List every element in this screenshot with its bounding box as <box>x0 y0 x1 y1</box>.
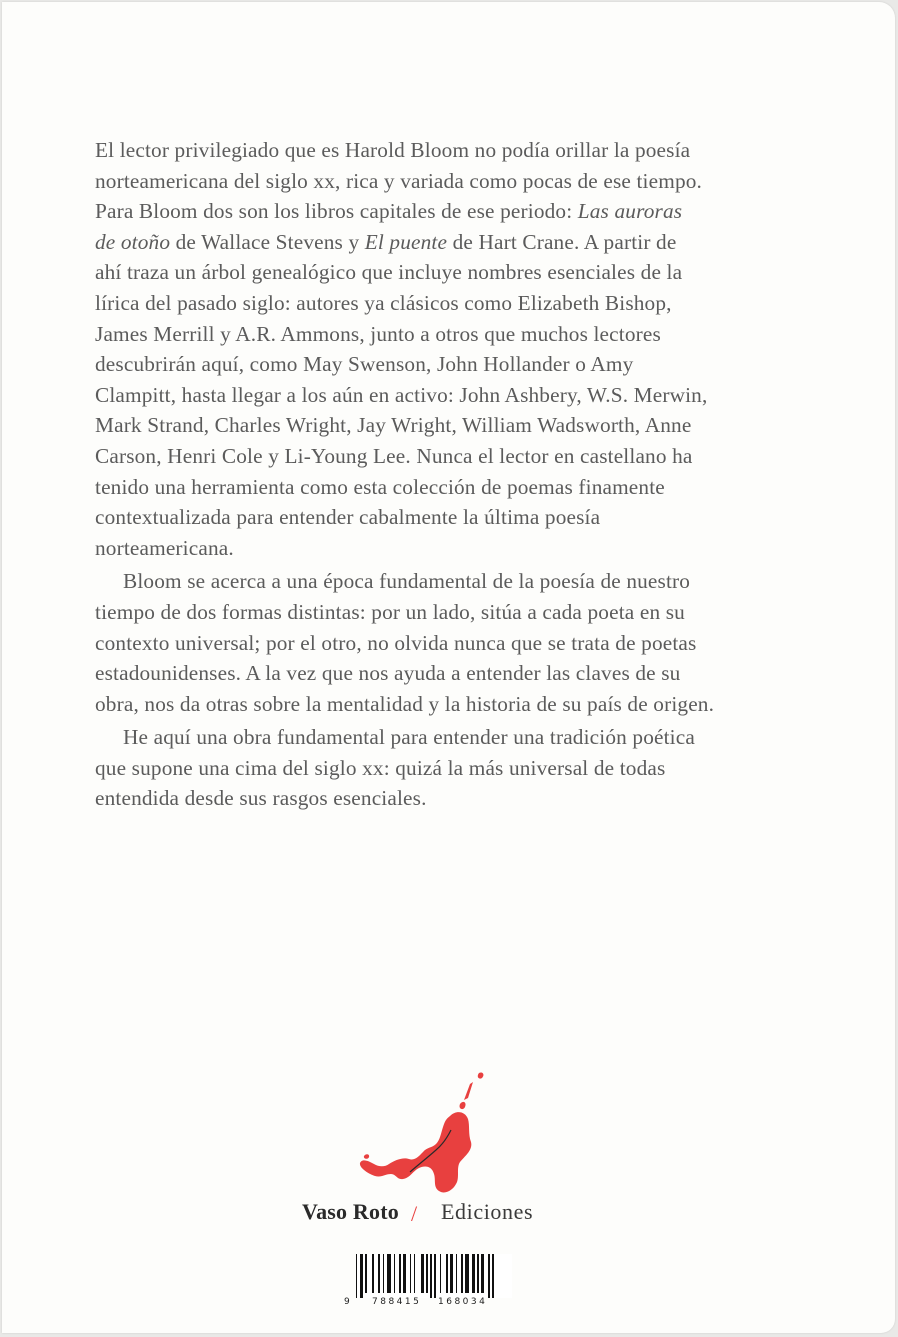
blurb-line <box>95 319 785 350</box>
blurb-text-run: norteamericana. <box>95 535 234 560</box>
barcode-bar <box>440 1254 441 1293</box>
logo-splash-shape <box>360 1072 484 1192</box>
blurb-line <box>95 257 785 288</box>
blurb-line <box>95 196 785 227</box>
blurb-line <box>95 502 785 533</box>
blurb-line <box>95 135 785 166</box>
blurb-text-run: Carson, Henri Cole y Li-Young Lee. Nunca el lector en castellano ha <box>95 443 693 468</box>
blurb-text-run: entendida desde sus rasgos esenciales. <box>95 786 427 811</box>
blurb-text-run: lírica del pasado siglo: autores ya clásicos como Elizabeth Bishop, <box>95 290 672 315</box>
barcode-bar <box>378 1254 381 1293</box>
blurb-text-run: contextualizada para entender cabalmente la última poesía <box>95 505 601 530</box>
isbn-barcode <box>342 1254 512 1312</box>
barcode-bar <box>461 1254 462 1293</box>
isbn-digits <box>342 1297 512 1309</box>
book-title-italic: El puente <box>364 229 448 254</box>
blurb-text-run: James Merrill y A.R. Ammons, junto a otros que muchos lectores <box>95 321 661 346</box>
blurb-line <box>95 166 785 197</box>
barcode-bar <box>356 1254 357 1298</box>
blurb-text-run: que supone una cima del siglo xx: quizá la más universal de todas <box>95 755 666 780</box>
blurb-line <box>95 753 785 784</box>
barcode-bar <box>383 1254 384 1293</box>
blurb-text-run: contexto universal; por el otro, no olvida nunca que se trata de poetas <box>95 630 697 655</box>
blurb-text-run: de Hart Crane. A partir de <box>447 229 677 254</box>
blurb-line <box>95 628 785 659</box>
barcode-bar <box>421 1254 424 1293</box>
book-back-cover <box>2 2 895 1333</box>
isbn-digit-right: 168034 <box>438 1297 488 1307</box>
barcode-bar <box>372 1254 373 1293</box>
blurb-text-run: tenido una herramienta como esta colección de poemas finamente <box>95 474 665 499</box>
book-title-italic: de otoño <box>95 229 171 254</box>
barcode-bar <box>450 1254 453 1293</box>
blurb-text-run: Mark Strand, Charles Wright, Jay Wright, William Wadsworth, Anne <box>95 413 692 438</box>
barcode-bar <box>488 1254 489 1298</box>
barcode-bar <box>456 1254 457 1293</box>
isbn-digit-left: 788415 <box>372 1297 422 1307</box>
barcode-bar <box>387 1254 391 1293</box>
blurb-line <box>95 288 785 319</box>
blurb-text-run: obra, nos da otras sobre la mentalidad y la historia de su país de origen. <box>95 691 715 716</box>
blurb-line <box>95 689 785 720</box>
blurb-line <box>95 658 785 689</box>
barcode-bar <box>481 1254 484 1293</box>
blurb-text-run: Clampitt, hasta llegar a los aún en activo: John Ashbery, W.S. Merwin, <box>95 382 708 407</box>
blurb-line <box>95 566 785 597</box>
blurb-line <box>95 227 785 258</box>
barcode-bar <box>477 1254 478 1293</box>
blurb-line <box>95 597 785 628</box>
blurb-line <box>95 783 785 814</box>
blurb-line <box>95 349 785 380</box>
barcode-bar <box>426 1254 427 1293</box>
barcode-bar <box>446 1254 447 1293</box>
blurb-paragraph <box>95 135 785 563</box>
blurb-text-run: estadounidenses. A la vez que nos ayuda a entender las claves de su <box>95 661 681 686</box>
barcode-bar <box>399 1254 400 1293</box>
blurb-line <box>95 410 785 441</box>
blurb-line <box>95 441 785 472</box>
blurb-text-run: norteamericana del siglo xx, rica y variada como pocas de ese tiempo. <box>95 168 703 193</box>
publisher-slash: / <box>411 1201 418 1226</box>
blurb-paragraph <box>95 566 785 719</box>
publisher-name-bold: Vaso Roto <box>302 1199 399 1224</box>
barcode-bar <box>365 1254 366 1293</box>
barcode-bar <box>430 1254 431 1298</box>
blurb-line <box>95 722 785 753</box>
barcode-bar <box>360 1254 363 1298</box>
barcode-bar <box>434 1254 435 1298</box>
blurb-text-run: de Wallace Stevens y <box>170 229 365 254</box>
publisher-name-regular: Ediciones <box>441 1199 534 1224</box>
blurb-line <box>95 380 785 411</box>
blurb-line <box>95 533 785 564</box>
blurb-text-run: Bloom se acerca a una época fundamental de la poesía de nuestro <box>123 569 691 594</box>
blurb-text-run: El lector privilegiado que es Harold Bloom no podía orillar la poesía <box>95 138 691 162</box>
barcode-bar <box>492 1254 493 1298</box>
barcode-bar <box>472 1254 475 1293</box>
barcode-bars <box>356 1254 512 1298</box>
blurb-text-run: ahí traza un árbol genealógico que incluye nombres esenciales de la <box>95 260 683 285</box>
barcode-bar <box>394 1254 395 1293</box>
book-title-italic: Las auroras <box>577 199 683 224</box>
blurb-text-run: He aquí una obra fundamental para entender una tradición poética <box>123 725 695 750</box>
blurb-text <box>95 135 785 817</box>
blurb-paragraph <box>95 722 785 814</box>
barcode-bar <box>410 1254 411 1293</box>
blurb-text-run: tiempo de dos formas distintas: por un lado, sitúa a cada poeta en su <box>95 599 685 624</box>
barcode-bar <box>414 1254 415 1293</box>
isbn-digit-prefix: 9 <box>344 1297 350 1307</box>
blurb-line <box>95 472 785 503</box>
blurb-text-run: Para Bloom dos son los libros capitales de ese periodo: <box>95 199 578 224</box>
barcode-bar <box>403 1254 406 1293</box>
barcode-bar <box>465 1254 469 1293</box>
blurb-text-run: descubrirán aquí, como May Swenson, John Hollander o Amy <box>95 352 634 377</box>
